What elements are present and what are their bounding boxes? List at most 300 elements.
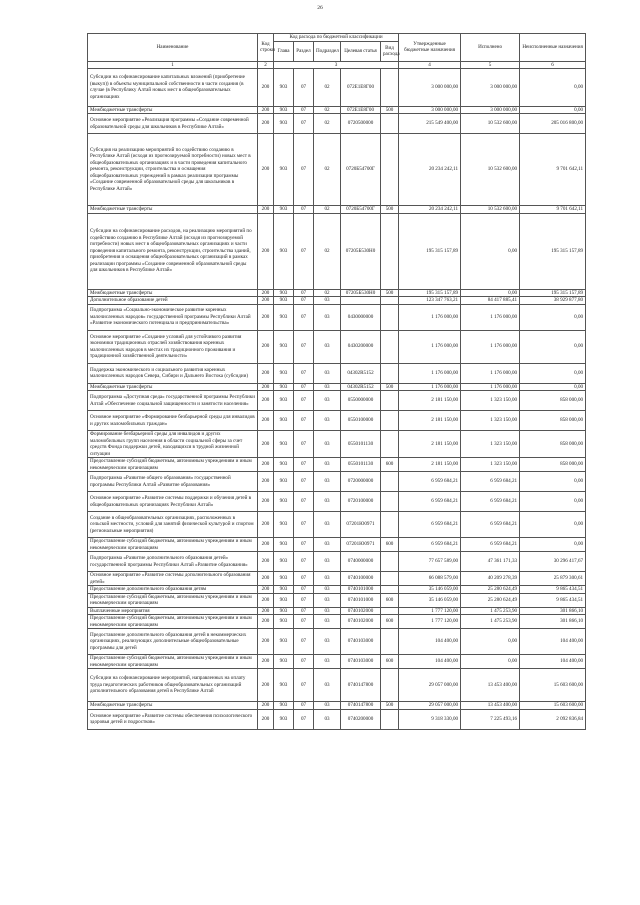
- row-approved-cell: 2 181 150,00: [399, 458, 461, 472]
- row-vr-cell: [381, 330, 399, 363]
- row-glava-cell: 903: [274, 206, 294, 214]
- row-csr-cell: 07201Ю0971: [341, 538, 381, 552]
- table-row: [88, 431, 586, 458]
- row-code-cell: 200: [258, 213, 274, 289]
- table-row: [88, 709, 586, 729]
- row-approved-cell: 1 176 000,00: [399, 383, 461, 391]
- row-unexecuted-cell: 38 929 877,80: [520, 297, 586, 305]
- row-razdel-cell: 07: [294, 431, 314, 458]
- row-glava-cell: 903: [274, 134, 294, 206]
- row-code-cell: 200: [258, 297, 274, 305]
- row-code-cell: 200: [258, 383, 274, 391]
- row-approved-cell: 6 959 684,21: [399, 472, 461, 492]
- row-approved-cell: 29 057 000,00: [399, 702, 461, 710]
- row-podrazdel-cell: 03: [314, 492, 341, 512]
- header-classification-group: Код расхода по бюджетной классификации: [274, 34, 399, 42]
- header-podrazdel: Подраздел: [314, 41, 341, 61]
- row-approved-cell: 6 959 684,21: [399, 492, 461, 512]
- row-approved-cell: 104 400,00: [399, 655, 461, 669]
- row-razdel-cell: 07: [294, 206, 314, 214]
- row-vr-cell: 500: [381, 289, 399, 297]
- row-code-cell: 200: [258, 669, 274, 702]
- row-vr-cell: [381, 431, 399, 458]
- row-executed-cell: 10 532 600,00: [461, 114, 520, 134]
- row-code-cell: 200: [258, 411, 274, 431]
- row-glava-cell: 903: [274, 289, 294, 297]
- row-approved-cell: 104 400,00: [399, 629, 461, 655]
- row-podrazdel-cell: 03: [314, 586, 341, 594]
- row-razdel-cell: 07: [294, 106, 314, 114]
- row-code-cell: 200: [258, 458, 274, 472]
- row-csr-cell: 072Е1Е8Г00: [341, 68, 381, 106]
- row-glava-cell: 903: [274, 431, 294, 458]
- row-unexecuted-cell: 9 865 434,51: [520, 593, 586, 607]
- table-row: [88, 114, 586, 134]
- row-glava-cell: 903: [274, 363, 294, 383]
- row-code-cell: 200: [258, 330, 274, 363]
- row-vr-cell: [381, 552, 399, 572]
- row-podrazdel-cell: 02: [314, 114, 341, 134]
- row-unexecuted-cell: 0,00: [520, 363, 586, 383]
- row-podrazdel-cell: 03: [314, 615, 341, 629]
- row-name-cell: Подпрограмма «Доступная среда» государственной программы Республики Алтай «Обеспечение социальной защищенности и занятости населения»: [88, 391, 258, 411]
- row-executed-cell: 0,00: [461, 655, 520, 669]
- column-number: 5: [461, 61, 520, 68]
- row-razdel-cell: 07: [294, 472, 314, 492]
- table-body: [88, 68, 586, 729]
- row-csr-cell: 0550100000: [341, 411, 381, 431]
- row-vr-cell: [381, 472, 399, 492]
- row-code-cell: 200: [258, 538, 274, 552]
- row-code-cell: 200: [258, 593, 274, 607]
- column-number: 4: [399, 61, 461, 68]
- row-vr-cell: [381, 391, 399, 411]
- row-unexecuted-cell: 0,00: [520, 492, 586, 512]
- row-podrazdel-cell: 03: [314, 383, 341, 391]
- row-podrazdel-cell: 03: [314, 572, 341, 586]
- row-unexecuted-cell: 9 865 434,51: [520, 586, 586, 594]
- row-name-cell: Межбюджетные трансферты: [88, 106, 258, 114]
- row-code-cell: 200: [258, 702, 274, 710]
- row-unexecuted-cell: 0,00: [520, 330, 586, 363]
- row-code-cell: 200: [258, 629, 274, 655]
- row-podrazdel-cell: 03: [314, 458, 341, 472]
- row-executed-cell: 1 176 000,00: [461, 330, 520, 363]
- table-row: [88, 297, 586, 305]
- row-vr-cell: 600: [381, 593, 399, 607]
- table-row: [88, 538, 586, 552]
- row-name-cell: Создание в общеобразовательных организациях, расположенных в сельской местности, условий для занятий физической культурой и спортом (региональные мероприятия): [88, 512, 258, 538]
- row-vr-cell: [381, 572, 399, 586]
- row-csr-cell: 0740102000: [341, 615, 381, 629]
- row-podrazdel-cell: 03: [314, 297, 341, 305]
- row-razdel-cell: 07: [294, 213, 314, 289]
- row-name-cell: Межбюджетные трансферты: [88, 206, 258, 214]
- row-unexecuted-cell: 205 016 800,00: [520, 114, 586, 134]
- row-vr-cell: 600: [381, 615, 399, 629]
- row-podrazdel-cell: 03: [314, 552, 341, 572]
- row-podrazdel-cell: 03: [314, 411, 341, 431]
- row-unexecuted-cell: 104 400,00: [520, 629, 586, 655]
- row-unexecuted-cell: 9 701 642,11: [520, 206, 586, 214]
- row-approved-cell: 195 315 157,89: [399, 213, 461, 289]
- row-razdel-cell: 07: [294, 68, 314, 106]
- row-executed-cell: 1 475 253,90: [461, 615, 520, 629]
- row-csr-cell: [341, 297, 381, 305]
- row-executed-cell: 6 959 684,21: [461, 512, 520, 538]
- row-vr-cell: [381, 709, 399, 729]
- table-row: [88, 512, 586, 538]
- row-unexecuted-cell: 0,00: [520, 106, 586, 114]
- row-unexecuted-cell: 301 866,10: [520, 615, 586, 629]
- row-razdel-cell: 07: [294, 586, 314, 594]
- row-podrazdel-cell: 03: [314, 607, 341, 615]
- row-vr-cell: [381, 669, 399, 702]
- row-razdel-cell: 07: [294, 492, 314, 512]
- row-executed-cell: 7 225 493,16: [461, 709, 520, 729]
- row-executed-cell: 3 000 000,00: [461, 68, 520, 106]
- row-podrazdel-cell: 03: [314, 709, 341, 729]
- row-unexecuted-cell: 301 866,10: [520, 607, 586, 615]
- row-unexecuted-cell: 195 315 157,89: [520, 213, 586, 289]
- row-executed-cell: 47 361 171,33: [461, 552, 520, 572]
- row-executed-cell: 0,00: [461, 213, 520, 289]
- row-unexecuted-cell: 858 000,00: [520, 411, 586, 431]
- header-code: Код строки: [258, 34, 274, 62]
- row-approved-cell: 20 234 242,11: [399, 206, 461, 214]
- row-vr-cell: 600: [381, 458, 399, 472]
- row-podrazdel-cell: 03: [314, 304, 341, 330]
- row-executed-cell: 1 475 253,90: [461, 607, 520, 615]
- row-csr-cell: 0720Б54700Г: [341, 206, 381, 214]
- row-glava-cell: 903: [274, 68, 294, 106]
- row-glava-cell: 903: [274, 106, 294, 114]
- row-razdel-cell: 07: [294, 134, 314, 206]
- row-unexecuted-cell: 0,00: [520, 472, 586, 492]
- row-name-cell: Субсидии на софинансирование расходов, на реализацию мероприятий по содействию созданию в Республике Алтай (исходя из прогнозируемой потребности) новых мест в общеобразовательных организациях и части проведения капитального ремонта, реконструкции, строительства зданий, приобретения и оснащения общеобразовательных организаций в рамках реализации программы «Создание современной образовательной среды для школьников в Республике Алтай»: [88, 213, 258, 289]
- table-row: [88, 411, 586, 431]
- row-unexecuted-cell: 0,00: [520, 538, 586, 552]
- row-approved-cell: 29 057 000,00: [399, 669, 461, 702]
- row-csr-cell: 0740147800: [341, 702, 381, 710]
- row-unexecuted-cell: 858 000,00: [520, 458, 586, 472]
- row-unexecuted-cell: 15 603 600,00: [520, 669, 586, 702]
- row-csr-cell: 0720000000: [341, 472, 381, 492]
- row-razdel-cell: 07: [294, 538, 314, 552]
- row-csr-cell: 07205Б530Н0: [341, 213, 381, 289]
- row-name-cell: Дополнительное образование детей: [88, 297, 258, 305]
- row-glava-cell: 903: [274, 114, 294, 134]
- row-executed-cell: 1 176 000,00: [461, 383, 520, 391]
- row-approved-cell: 35 146 059,00: [399, 593, 461, 607]
- row-name-cell: Основное мероприятие «Развитие системы обеспечения психологического здоровья детей и подростков»: [88, 709, 258, 729]
- table-row: [88, 655, 586, 669]
- row-glava-cell: 903: [274, 411, 294, 431]
- table-row: [88, 391, 586, 411]
- row-code-cell: 200: [258, 431, 274, 458]
- row-podrazdel-cell: 03: [314, 629, 341, 655]
- table-row: [88, 304, 586, 330]
- row-csr-cell: 0740000000: [341, 552, 381, 572]
- row-executed-cell: 10 532 600,00: [461, 206, 520, 214]
- row-name-cell: Субсидия на реализацию мероприятий по содействию созданию в Республике Алтай (исходя из прогнозируемой потребности) новых мест в общеобразовательных организациях и в части проведения капитального ремонта, реконструкции, строительства и оснащения общеобразовательных учреждений в рамках реализации программы «Создание современной образовательной среды для школьников в Республике Алтай»: [88, 134, 258, 206]
- table-row: [88, 607, 586, 615]
- row-code-cell: 200: [258, 512, 274, 538]
- row-unexecuted-cell: 858 000,00: [520, 391, 586, 411]
- row-csr-cell: 0430200000: [341, 330, 381, 363]
- row-executed-cell: 10 532 600,00: [461, 134, 520, 206]
- row-unexecuted-cell: 104 400,00: [520, 655, 586, 669]
- table-row: [88, 492, 586, 512]
- row-podrazdel-cell: 02: [314, 68, 341, 106]
- row-code-cell: 200: [258, 304, 274, 330]
- row-code-cell: 200: [258, 615, 274, 629]
- row-csr-cell: 07201Ю0971: [341, 512, 381, 538]
- row-podrazdel-cell: 03: [314, 431, 341, 458]
- row-podrazdel-cell: 03: [314, 363, 341, 383]
- row-unexecuted-cell: 9 701 642,11: [520, 134, 586, 206]
- row-code-cell: 200: [258, 572, 274, 586]
- row-glava-cell: 903: [274, 669, 294, 702]
- row-executed-cell: 6 959 684,21: [461, 492, 520, 512]
- row-glava-cell: 903: [274, 391, 294, 411]
- row-csr-cell: 0720Б54700Г: [341, 134, 381, 206]
- row-podrazdel-cell: 02: [314, 206, 341, 214]
- row-razdel-cell: 07: [294, 709, 314, 729]
- row-executed-cell: 1 323 150,00: [461, 411, 520, 431]
- row-glava-cell: 903: [274, 655, 294, 669]
- row-glava-cell: 903: [274, 593, 294, 607]
- table-row: [88, 629, 586, 655]
- row-name-cell: Субсидии на софинансирование капитальных вложений (приобретение (выкуп)) в объекты муниципальной собственности в части создания (в случае (в Республику Алтай новых мест в общеобразовательных организациях: [88, 68, 258, 106]
- row-unexecuted-cell: 30 296 417,67: [520, 552, 586, 572]
- row-glava-cell: 903: [274, 297, 294, 305]
- row-csr-cell: 04302R5152: [341, 363, 381, 383]
- table-row: [88, 702, 586, 710]
- row-executed-cell: 1 176 000,00: [461, 363, 520, 383]
- row-executed-cell: 25 280 624,49: [461, 593, 520, 607]
- row-vr-cell: 600: [381, 538, 399, 552]
- header-name: Наименование: [88, 34, 258, 62]
- row-code-cell: 200: [258, 206, 274, 214]
- table-row: [88, 213, 586, 289]
- row-unexecuted-cell: 0,00: [520, 68, 586, 106]
- row-name-cell: Выплаченные мероприятия: [88, 607, 258, 615]
- row-name-cell: Подпрограмма «Социально-экономическое развитие коренных малочисленных народов» государственной программы Республики Алтай «Развитие экономического потенциала и предпринимательства»: [88, 304, 258, 330]
- row-executed-cell: 1 323 150,00: [461, 431, 520, 458]
- row-vr-cell: [381, 607, 399, 615]
- row-approved-cell: 1 176 000,00: [399, 304, 461, 330]
- row-csr-cell: 0720500000: [341, 114, 381, 134]
- row-razdel-cell: 07: [294, 669, 314, 702]
- row-code-cell: 200: [258, 134, 274, 206]
- row-name-cell: Подпрограмма «Развитие дополнительного образования детей» государственной программы Республики Алтай «Развитие образования»: [88, 552, 258, 572]
- row-code-cell: 200: [258, 492, 274, 512]
- row-razdel-cell: 07: [294, 593, 314, 607]
- row-razdel-cell: 07: [294, 512, 314, 538]
- row-vr-cell: 500: [381, 702, 399, 710]
- row-razdel-cell: 07: [294, 363, 314, 383]
- row-name-cell: Предоставление субсидий бюджетным, автономным учреждениям и иным некоммерческим организациям: [88, 655, 258, 669]
- row-razdel-cell: 07: [294, 655, 314, 669]
- row-approved-cell: 2 181 150,00: [399, 391, 461, 411]
- row-razdel-cell: 07: [294, 572, 314, 586]
- row-unexecuted-cell: 195 315 157,89: [520, 289, 586, 297]
- row-name-cell: Основное мероприятие «Реализация программы «Создание современной образовательной среды для школьников в Республике Алтай»: [88, 114, 258, 134]
- row-unexecuted-cell: 2 092 836,84: [520, 709, 586, 729]
- row-vr-cell: 600: [381, 655, 399, 669]
- row-podrazdel-cell: 03: [314, 655, 341, 669]
- row-executed-cell: 1 176 000,00: [461, 304, 520, 330]
- row-glava-cell: 903: [274, 383, 294, 391]
- table-row: [88, 289, 586, 297]
- row-name-cell: Основное мероприятие «Создание условий для устойчивого развития экономики традиционных отраслей хозяйствования коренных малочисленных народов в местах их традиционного проживания и традиционной хозяйственной деятельности»: [88, 330, 258, 363]
- row-csr-cell: 0430000000: [341, 304, 381, 330]
- row-csr-cell: 0740101000: [341, 586, 381, 594]
- row-executed-cell: 84 417 885,41: [461, 297, 520, 305]
- row-name-cell: Межбюджетные трансферты: [88, 383, 258, 391]
- row-razdel-cell: 07: [294, 383, 314, 391]
- row-executed-cell: 13 453 400,00: [461, 702, 520, 710]
- row-vr-cell: 500: [381, 206, 399, 214]
- row-approved-cell: 77 657 589,00: [399, 552, 461, 572]
- header-vr: Вид расхода: [381, 41, 399, 61]
- row-razdel-cell: 07: [294, 615, 314, 629]
- row-glava-cell: 903: [274, 607, 294, 615]
- row-csr-cell: 0720100000: [341, 492, 381, 512]
- row-code-cell: 200: [258, 68, 274, 106]
- row-razdel-cell: 07: [294, 289, 314, 297]
- row-glava-cell: 903: [274, 330, 294, 363]
- row-vr-cell: [381, 114, 399, 134]
- row-name-cell: Межбюджетные трансферты: [88, 702, 258, 710]
- row-approved-cell: 215 549 400,00: [399, 114, 461, 134]
- row-glava-cell: 903: [274, 492, 294, 512]
- row-csr-cell: 0740102000: [341, 607, 381, 615]
- row-glava-cell: 903: [274, 572, 294, 586]
- row-razdel-cell: 07: [294, 330, 314, 363]
- row-razdel-cell: 07: [294, 411, 314, 431]
- budget-execution-table: [87, 33, 586, 730]
- row-executed-cell: 3 000 000,00: [461, 106, 520, 114]
- table-row: [88, 206, 586, 214]
- row-razdel-cell: 07: [294, 552, 314, 572]
- header-unexecuted: Неисполненные назначения: [520, 34, 586, 62]
- row-approved-cell: 6 959 684,21: [399, 512, 461, 538]
- row-unexecuted-cell: 15 603 600,00: [520, 702, 586, 710]
- row-unexecuted-cell: 0,00: [520, 304, 586, 330]
- row-name-cell: Основное мероприятие «Развитие системы дополнительного образования детей»: [88, 572, 258, 586]
- table-row: [88, 68, 586, 106]
- table-row: [88, 586, 586, 594]
- column-number: 3: [274, 61, 399, 68]
- column-number: 6: [520, 61, 586, 68]
- header-csr: Целевая статья: [341, 41, 381, 61]
- table-row: [88, 593, 586, 607]
- row-vr-cell: [381, 629, 399, 655]
- header-approved: Утвержденные бюджетные назначения: [399, 34, 461, 62]
- row-approved-cell: 3 000 000,00: [399, 68, 461, 106]
- row-executed-cell: 25 280 624,49: [461, 586, 520, 594]
- row-glava-cell: 903: [274, 702, 294, 710]
- row-executed-cell: 0,00: [461, 289, 520, 297]
- row-glava-cell: 903: [274, 709, 294, 729]
- row-approved-cell: 123 347 763,21: [399, 297, 461, 305]
- row-podrazdel-cell: 02: [314, 289, 341, 297]
- row-csr-cell: 072Е1Е8Г00: [341, 106, 381, 114]
- row-csr-cell: 04302R5152: [341, 383, 381, 391]
- row-code-cell: 200: [258, 472, 274, 492]
- row-code-cell: 200: [258, 586, 274, 594]
- row-approved-cell: 1 176 000,00: [399, 330, 461, 363]
- row-glava-cell: 903: [274, 538, 294, 552]
- row-csr-cell: 0740103000: [341, 655, 381, 669]
- row-glava-cell: 903: [274, 458, 294, 472]
- row-razdel-cell: 07: [294, 391, 314, 411]
- row-unexecuted-cell: 25 879 300,61: [520, 572, 586, 586]
- row-executed-cell: 1 323 150,00: [461, 391, 520, 411]
- row-glava-cell: 903: [274, 304, 294, 330]
- row-executed-cell: 6 959 684,21: [461, 472, 520, 492]
- table-row: [88, 458, 586, 472]
- row-podrazdel-cell: 03: [314, 330, 341, 363]
- row-glava-cell: 903: [274, 586, 294, 594]
- table-row: [88, 383, 586, 391]
- row-csr-cell: 0550101130: [341, 458, 381, 472]
- row-approved-cell: 195 315 157,89: [399, 289, 461, 297]
- row-name-cell: Формирование безбарьерной среды для инвалидов и других маломобильных групп населения в области социальной сферы за счет средств Фонда поддержки детей, находящихся в трудной жизненной ситуации: [88, 431, 258, 458]
- row-vr-cell: [381, 68, 399, 106]
- row-razdel-cell: 07: [294, 458, 314, 472]
- column-number: 1: [88, 61, 258, 68]
- row-vr-cell: [381, 512, 399, 538]
- row-code-cell: 200: [258, 709, 274, 729]
- row-executed-cell: 0,00: [461, 629, 520, 655]
- row-executed-cell: 13 453 400,00: [461, 669, 520, 702]
- row-code-cell: 200: [258, 363, 274, 383]
- row-csr-cell: 0740200000: [341, 709, 381, 729]
- row-glava-cell: 903: [274, 512, 294, 538]
- row-razdel-cell: 07: [294, 114, 314, 134]
- row-vr-cell: [381, 297, 399, 305]
- row-razdel-cell: 07: [294, 304, 314, 330]
- table-row: [88, 615, 586, 629]
- row-code-cell: 200: [258, 106, 274, 114]
- row-name-cell: Предоставление субсидий бюджетным, автономным учреждениям и иным некоммерческим организациям: [88, 615, 258, 629]
- row-approved-cell: 6 959 684,21: [399, 538, 461, 552]
- table-row: [88, 669, 586, 702]
- row-glava-cell: 903: [274, 629, 294, 655]
- row-razdel-cell: 07: [294, 607, 314, 615]
- row-vr-cell: [381, 492, 399, 512]
- row-approved-cell: 1 777 120,00: [399, 607, 461, 615]
- row-name-cell: Подпрограмма «Развитие общего образования» государственной программы Республики Алтай «Развитие образования»: [88, 472, 258, 492]
- table-row: [88, 572, 586, 586]
- row-name-cell: Предоставление субсидий бюджетным, автономным учреждениям и иным некоммерческим организациям: [88, 593, 258, 607]
- row-glava-cell: 903: [274, 472, 294, 492]
- row-approved-cell: 2 181 150,00: [399, 431, 461, 458]
- row-podrazdel-cell: 02: [314, 134, 341, 206]
- row-csr-cell: 0550101130: [341, 431, 381, 458]
- row-approved-cell: 1 777 120,00: [399, 615, 461, 629]
- table-row: [88, 552, 586, 572]
- row-code-cell: 200: [258, 391, 274, 411]
- header-executed: Исполнено: [461, 34, 520, 62]
- row-approved-cell: 35 146 059,00: [399, 586, 461, 594]
- table-row: [88, 106, 586, 114]
- row-csr-cell: 0740100000: [341, 572, 381, 586]
- row-unexecuted-cell: 0,00: [520, 512, 586, 538]
